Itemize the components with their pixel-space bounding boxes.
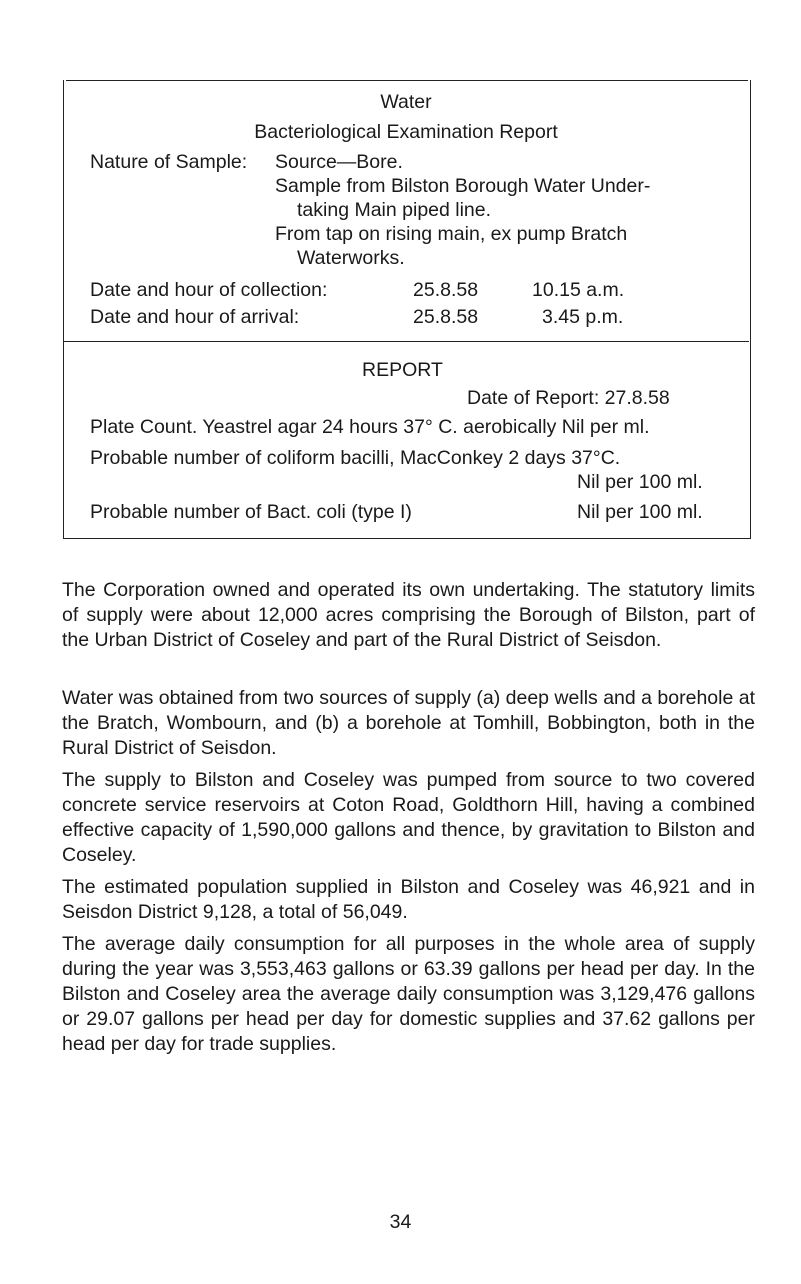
nature-line: taking Main piped line.: [297, 199, 492, 221]
paragraph: The estimated population supplied in Bilston and Coseley was 46,921 and in Seisdon District 9,128, a total of 56,049.: [62, 876, 755, 923]
report-date: Date of Report: 27.8.58: [467, 387, 670, 409]
coliform-result: Nil per 100 ml.: [577, 471, 703, 493]
plate-count: Plate Count. Yeastrel agar 24 hours 37° C. aerobically Nil per ml.: [90, 416, 650, 438]
box-heading: Water: [380, 91, 432, 113]
box-divider: [63, 341, 749, 342]
collection-time: 10.15 a.m.: [532, 279, 625, 301]
paragraph: Water was obtained from two sources of supply (a) deep wells and a borehole at the Bratch, Wombourn, and (b) a borehole at Tomhill, Bobbington, both in the Rural District of Seisdon.: [62, 687, 755, 759]
arrival-time: 3.45 p.m.: [542, 306, 624, 328]
nature-line: Waterworks.: [297, 247, 405, 269]
nature-line: Source—Bore.: [275, 151, 403, 173]
arrival-label: Date and hour of arrival:: [90, 306, 300, 328]
paragraph: The Corporation owned and operated its own undertaking. The statutory limits of supply were about 12,000 acres comprising the Borough of Bilston, part of the Urban District of Coseley and part of the Rural District of Seisdon.: [62, 579, 755, 651]
nature-line: From tap on rising main, ex pump Bratch: [275, 223, 628, 245]
nature-line: Sample from Bilston Borough Water Under-: [275, 175, 651, 197]
paragraph: The average daily consumption for all purposes in the whole area of supply during the year was 3,553,463 gallons or 63.39 gallons per head per day. In the Bilston and Coseley area the average daily consumption was 3,129,476 gallons or 29.07 gallons per head per day for domestic supplies and 37.62 gallons per head per day for trade supplies.: [62, 933, 755, 1055]
report-heading: REPORT: [362, 359, 443, 381]
nature-label: Nature of Sample:: [90, 151, 248, 173]
bact-coli-result: Nil per 100 ml.: [577, 501, 703, 523]
collection-label: Date and hour of collection:: [90, 279, 328, 301]
arrival-date: 25.8.58: [413, 306, 479, 328]
paragraph: The supply to Bilston and Coseley was pumped from source to two covered concrete service reservoirs at Coton Road, Goldthorn Hill, having a combined effective capacity of 1,590,000 gallons and thence, by gravitation to Bilston and Coseley.: [62, 769, 755, 866]
coliform-line: Probable number of coliform bacilli, MacConkey 2 days 37°C.: [90, 447, 621, 469]
box-subheading: Bacteriological Examination Report: [254, 121, 558, 143]
collection-date: 25.8.58: [413, 279, 479, 301]
bact-coli-line: Probable number of Bact. coli (type I): [90, 501, 412, 523]
page-number: 34: [389, 1211, 412, 1233]
